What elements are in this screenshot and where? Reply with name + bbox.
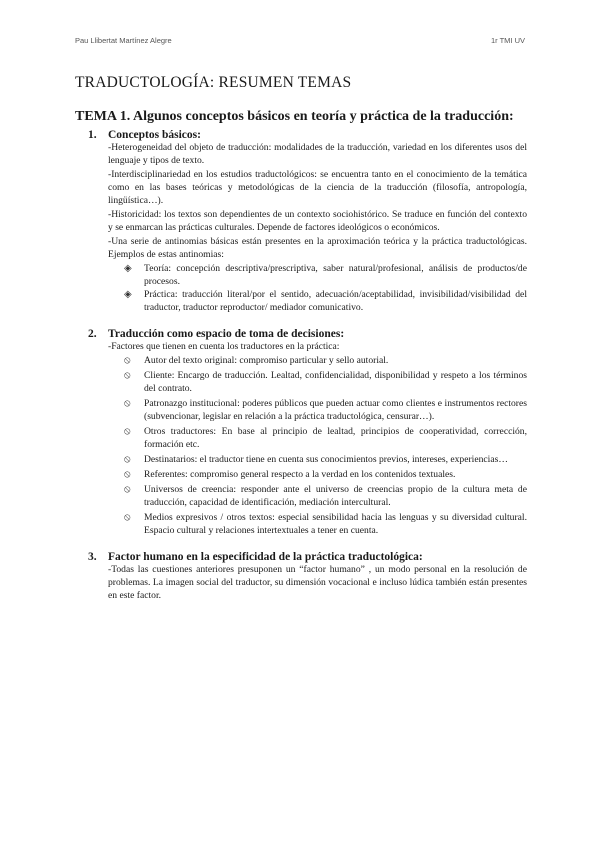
list-item: ⦸ Medios expresivos / otros textos: especial sensibilidad hacia las lenguas y su diversidad cultural. Espacio cultural y relaciones intertextuales a tener en cuenta. [124,512,527,536]
page-header [75,36,525,45]
section-number: 3. [88,551,97,563]
list-item: ⦸ Cliente: Encargo de traducción. Lealtad, confidencialidad, disponibilidad y respeto a los términos del contrato. [124,370,527,394]
document-body [75,74,527,603]
list-item: ⦸ Destinatarios: el traductor tiene en cuenta sus conocimientos previos, intereses, experiencias… [124,454,508,465]
course-label: 1r TMI UV [490,36,525,45]
list-item: ⦸ Referentes: compromiso general respecto a la verdad en los contenidos textuales. [124,469,456,480]
circle-bullet-icon: ⦸ [124,512,131,523]
circle-bullet-icon: ⦸ [124,355,131,366]
circle-bullet-icon: ⦸ [124,370,131,381]
bullet-list [108,262,527,314]
list-item: ⦸ Otros traductores: En base al principio de lealtad, principios de cooperatividad, corrección, formación etc. [124,426,527,450]
section-heading [75,551,527,563]
circle-bullet-icon: ⦸ [124,484,131,495]
circle-bullet-icon: ⦸ [124,398,131,409]
tema-title: TEMA 1. Algunos conceptos básicos en teoría y práctica de la traducción: [75,109,514,124]
list-item: ⦸ Universos de creencia: responder ante el universo de creencias propio de la cultura meta de traducción, capacidad de identificación, mediación intercultural. [124,484,527,508]
circle-bullet-icon: ⦸ [124,454,131,465]
list-item: ⦸ Patronazgo institucional: poderes públicos que pueden actuar como clientes e instrumentos rectores (subvencionar, legislar en relación a la práctica traductológica, censurar…). [124,398,527,422]
circle-bullet-icon: ⦸ [124,426,131,437]
section-title: Factor humano en la especificidad de la práctica traductológica: [108,551,423,563]
list-item: ⦸ Autor del texto original: compromiso particular y sello autorial. [124,355,389,366]
paragraph: -Todas las cuestiones anteriores presuponen un “factor humano” , un modo personal en la resolución de problemas. La imagen social del traductor, su dimensión vocacional e incluso lúdica también están presentes en este factor. [108,564,527,601]
document-title: TRADUCTOLOGÍA: RESUMEN TEMAS [75,74,352,91]
paragraph: -Historicidad: los textos son dependientes de un contexto sociohistórico. Se traduce en función del contexto y se enmarcan las prácticas culturales. Depende de factores ideológicos o económicos. [108,209,527,233]
section-heading [75,129,527,141]
circle-bullet-icon: ⦸ [124,469,131,480]
paragraph: -Factores que tienen en cuenta los traductores en la práctica: [108,341,340,352]
list-item: ◈ Teoría: concepción descriptiva/prescriptiva, saber natural/profesional, análisis de productos/de procesos. [124,263,527,287]
paragraph: -Interdisciplinariedad en los estudios traductológicos: se encuentra tanto en el conocimiento de la temática como en las bases teóricas y metodológicas de la ciencia de la traducción (filosofía, antropología, lingüística…). [108,169,527,206]
paragraph: -Heterogeneidad del objeto de traducción: modalidades de la traducción, variedad en los diferentes usos del lenguaje y tipos de texto. [108,142,527,166]
paragraph: -Una serie de antinomias básicas están presentes en la aproximación teórica y la práctica traductológicas. Ejemplos de estas antinomias: [108,236,527,260]
diamond-bullet-icon: ◈ [124,289,132,300]
section-title: Traducción como espacio de toma de decisiones: [108,328,345,340]
author-name: Pau Llibertat Martínez Alegre [75,36,172,45]
bullet-list [108,354,527,537]
list-item: ◈ Práctica: traducción literal/por el sentido, adecuación/aceptabilidad, invisibilidad/visibilidad del traductor, traductor reproductor/ mediador comunicativo. [124,289,527,313]
section-number: 2. [88,328,97,340]
section-3 [75,551,527,602]
section-1 [75,129,527,314]
section-number: 1. [88,129,97,141]
section-title: Conceptos básicos: [108,129,201,141]
diamond-bullet-icon: ◈ [124,263,132,274]
section-2 [75,328,527,537]
section-heading [75,328,527,340]
